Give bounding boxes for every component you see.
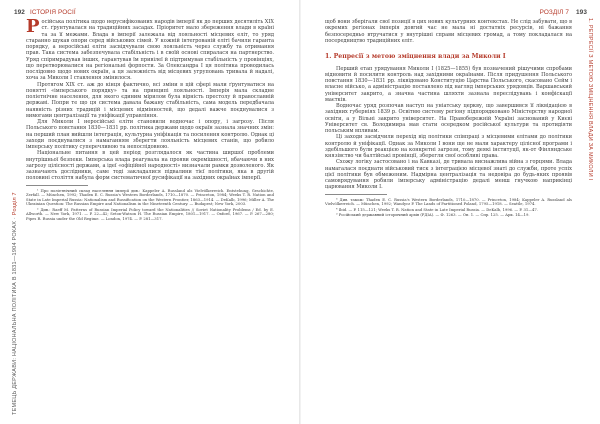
right-page: [300, 0, 600, 424]
section-heading: 1. Репресії з метою зміцнення влади за Миколи I: [325, 53, 506, 60]
footnote: ¹ Про поліетнічний склад населення імперії див.: Kappeler A. Russland als Vielvölkerreich. Entstehung, Geschichte, Zerfall. — München, 1992; Thaden E. C. Russia's Western Borderlands, 1710—1870. — Princeton, 1984; Weeks T. R. Nation and State in Late Imperial Russia: Nationalism and Russification on the Western Frontier, 1863—1914. — DeKalb, 1996; Miller A. The Ukrainian Question: The Russian Empire and Nationalism in the Nineteenth Century. — Budapest; New York, 2003.: [26, 188, 274, 207]
right-paragraph: Ці заходи засвідчили перехід від політики співпраці з місцевими елітами до політики контролю й уніфікації. Однак за Миколи I вони ще не мали характеру цілісної програми і здебільшого були реакцією на конкретні загрози, тому деякі інституції, як-от Фінляндське князівство чи балтійські провінції, зберегли свої особливі права.: [325, 134, 572, 160]
right-text-column: [325, 19, 572, 218]
right-top-paragraph: щоб вони зберігали свої позиції в цих нових культурних контекстах. Не слід забувати, що в окремих регіонах імперія довгий час не мала ні достатніх ресурсів, ні бажання безпосередньо втручатися у внутрішні справи місцевих громад, а тому покладалася на посередництво традиційних еліт.: [325, 19, 572, 44]
footnote: ⁴ Ibid. — P. 115—121; Weeks T. R. Nation and State in Late Imperial Russia. — DeKalb, 1996. — P. 31—47.: [336, 207, 538, 212]
side-title-left-text: ТЕМЕЦЬ ДЕРЖАВИ: НАЦІОНАЛЬНА ПОЛІТИКА В 1831—1904 РОКАХ: [12, 220, 18, 415]
left-first-paragraph: [26, 16, 274, 82]
page-number-left: 192: [14, 9, 25, 16]
page-number-right: 193: [576, 9, 587, 16]
left-paragraph: Національне питання в цей період розглядалося як частина ширшої проблеми внутрішньої безпеки. Імперська влада реагувала на прояви окремішності, вбачаючи в них загрозу цілісності держави, а ідеї «офіційної народності» визначали рамки дозволеного. Як зазначають дослідники, саме тоді закладалися підвалини тієї політики, яка в другій половині століття набула форм систематичної русифікації на західних окраїнах імперії.: [26, 150, 274, 182]
footnotes-right: [325, 198, 572, 218]
side-title-left: ТЕМЕЦЬ ДЕРЖАВИ: НАЦІОНАЛЬНА ПОЛІТИКА В 1831—1904 РОКАХ · Розділ 7: [12, 192, 18, 415]
left-paragraph: Протягом XIX ст. аж до кінця фактично, всі зміни в цій сфері мали ґрунтуватися на понятті «імперського порядку» та на принципі лояльності. Імперія мала складне поліетнічне населення, для якого єдиним мірилом була вірність престолу й православній державі. Попри те що ця система давала бажану стабільність, сама модель передбачала наявність різних традицій і місцевих відмінностей, що дедалі важче поєднувалися з вимогами централізації та уніфікації управління.: [26, 81, 274, 119]
footnote-rule-right: [325, 194, 387, 195]
footnotes-left: [26, 189, 274, 222]
right-paragraph: Перший етап урядування Миколи I (1825—1855) був позначений рішучими спробами відновити й посилити контроль над західними окраїнами. Після придушення Польського повстання 1830—1831 рр. ліквідовано Конституцію Царства Польського, скасовано Сейм і власне військо, а адміністрацію поставлено під нагляд імперських урядовців. Варшавський університет закрито, а значна частина шляхти зазнала переслідувань і конфіскації маєтків.: [325, 65, 572, 103]
side-caption-left: Розділ 7: [12, 192, 18, 216]
first-paragraph-text: осійська політика щодо нерусифікованих народів імперії як до перших десятиліть XIX ст. ґрунтувалася на традиційних засадах. Пріоритет мало збереження влади в країні та за її межами. Влада в імперії залежала від лояльності місцевих еліт, то уряд старанно шукав опори серед військових сімей. У кожній інтегрованій еліті бачили гаранта порядку, а неросійські еліти засвідчували свою лояльність через службу та отримання прав. Така система забезпечувала стабільність і в своїй основі спиралася на партнерство. Уряд спіримрадував інших, гарантував їм привілеї й підтримував стабільність у провінціях, що перетворювалися на регіональні форпости. За Олександра I ця політика проводилась послідовно щодо нових окраїн, а ця залежність від місцевих угруповань тривала й надалі, хоча за Миколи I ставлення змінилося.: [26, 19, 274, 82]
footnote: ³ Див. також: Thaden E. C. Russia's Western Borderlands, 1710—1870. — Princeton, 1984; Kappeler A. Russland als Vielvölkerreich. — München, 1992; Wandycz P. The Lands of Partitioned Poland, 1795—1918. — Seattle, 1974.: [325, 197, 572, 207]
footnote-rule-left: [26, 185, 88, 186]
footnote: ⁵ Російський державний історичний архів (РДІА). — Ф. 1263. — Оп. 1. — Спр. 125. — Арк. 14—19.: [336, 212, 530, 217]
left-text-column: [26, 16, 274, 222]
right-paragraph: Водночас уряд розпочав наступ на уніатську церкву, що завершився її ліквідацією в західних губерніях 1839 р. Освітню систему регіону підпорядковано Міністерству народної освіти, а у Вільні закрито університет. На Правобережній Україні заснований у Києві Університет св. Володимира мав стати осередком російської культури та протидіяти польським впливам.: [325, 103, 572, 135]
footnote: ² Див.: Raeff M. Patterns of Russian Imperial Policy toward the Nationalities // Soviet Nationality Problems / Ed. by E. Allworth. — New York, 1971. — P. 22—42; Seton-Watson H. The Russian Empire, 1801—1917. — Oxford, 1967. — P. 267—280; Pipes R. Russia under the Old Regime. — London, 1974. — P. 281—317.: [26, 207, 274, 222]
side-title-right: 1. РЕПРЕСІЇ З МЕТОЮ ЗМІЦНЕННЯ ВЛАДИ ЗА МИКОЛИ I: [587, 18, 593, 181]
drop-cap: Р: [26, 16, 40, 37]
left-paragraph: Для Миколи I неросійські еліти становили водночас і опору, і загрозу. Після Польського повстання 1830—1831 рр. політика держави щодо окраїн зазнала значних змін: на перший план вийшли інтеграція, культурна уніфікація та посилення контролю. Однак ці заходи поєднувалися з намаганням зберегти лояльність місцевих станів, що робило імперську політику суперечливою та непослідовною.: [26, 119, 274, 150]
running-head-right: РОЗДІЛ 7: [539, 9, 569, 16]
right-paragraph: Схожу логіку застосовано і на Кавказі, де тривала виснажлива війна з горцями. Влада намагалася поєднати військовий тиск з інтеграцією місцевої знаті до служби, проте успіх цієї політики був обмеженим. Надмірна централізація та недовіра до будь-яких проявів самоврядування робили імперську адміністрацію дедалі менш гнучкою наприкінці царювання Миколи I.: [325, 159, 572, 191]
running-head-left: ІСТОРІЯ РОСІЇ: [30, 9, 76, 16]
